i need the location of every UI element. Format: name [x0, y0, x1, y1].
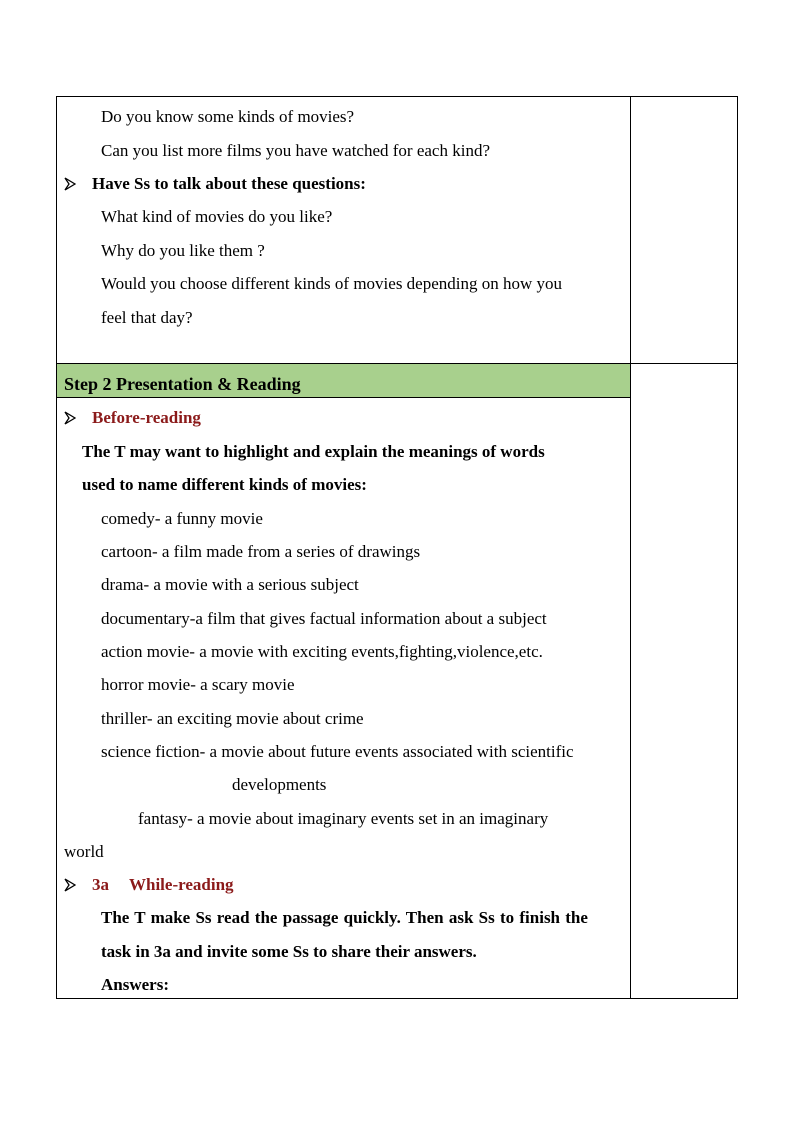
question-text: Would you choose different kinds of movies depending on how you: [101, 274, 563, 293]
while-reading-number: 3a: [92, 875, 109, 894]
question-text: Why do you like them ?: [101, 241, 265, 260]
question-text: Can you list more films you have watched for each kind?: [101, 141, 490, 160]
intro-text: used to name different kinds of movies:: [82, 475, 367, 494]
talk-heading: Have Ss to talk about these questions:: [92, 174, 366, 193]
while-reading-text: The T make Ss read the passage quickly. Then ask Ss to finish the: [101, 908, 588, 927]
question-text: feel that day?: [101, 308, 193, 327]
table-bottom-border: [56, 998, 738, 999]
before-reading-heading: Before-reading: [92, 408, 201, 427]
term-definition: cartoon- a film made from a series of drawings: [101, 542, 421, 561]
while-reading-text: task in 3a and invite some Ss to share their answers.: [101, 942, 477, 961]
table-right-border: [737, 96, 738, 999]
term-definition: thriller- an exciting movie about crime: [101, 709, 364, 728]
term-definition: horror movie- a scary movie: [101, 675, 295, 694]
term-definition: action movie- a movie with exciting events,fighting,violence,etc.: [101, 642, 543, 661]
step-title: Step 2 Presentation & Reading: [64, 374, 301, 394]
intro-text: The T may want to highlight and explain the meanings of words: [82, 442, 545, 461]
term-definition: science fiction- a movie about future events associated with scientific: [101, 742, 574, 761]
step-header-divider: [56, 397, 631, 398]
term-definition: documentary-a film that gives factual information about a subject: [101, 609, 547, 628]
arrow-bullet-icon: [64, 878, 76, 892]
while-reading-heading: While-reading: [129, 875, 234, 894]
term-definition: drama- a movie with a serious subject: [101, 575, 359, 594]
table-left-border: [56, 96, 57, 999]
answers-label: Answers:: [101, 975, 169, 994]
arrow-bullet-icon: [64, 177, 76, 191]
term-definition-continued: developments: [232, 775, 327, 794]
term-definition-continued: world: [64, 842, 104, 861]
question-text: What kind of movies do you like?: [101, 207, 333, 226]
term-definition: comedy- a funny movie: [101, 509, 263, 528]
question-text: Do you know some kinds of movies?: [101, 107, 355, 126]
table-column-divider: [630, 96, 631, 999]
term-definition: fantasy- a movie about imaginary events set in an imaginary: [138, 809, 549, 828]
arrow-bullet-icon: [64, 411, 76, 425]
table-top-border: [56, 96, 738, 97]
